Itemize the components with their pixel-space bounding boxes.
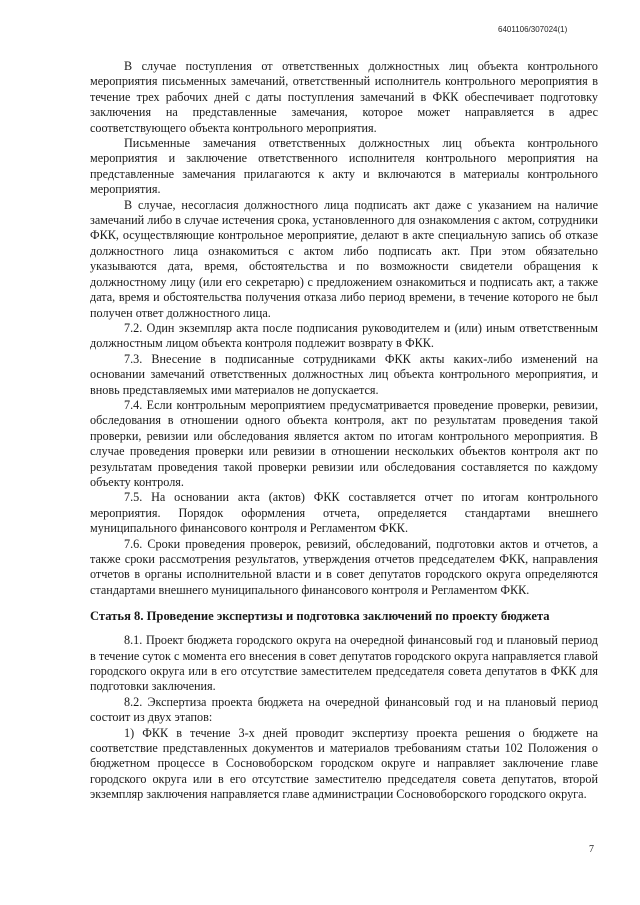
paragraph-8-2-item-1: 1) ФКК в течение 3-х дней проводит экспертизу проекта решения о бюджете на соответствие представленных документов и материалов требованиям статьи 102 Положения о бюджетном процессе в Сосновоборском городском округе и направляет заключение главе городского округа или в его отсутствие заместителю председателя совета депутатов, второй экземпляр заключения направляется главе администрации Сосновоборского городского округа. [90, 725, 598, 802]
paragraph-remarks-attached: Письменные замечания ответственных должностных лиц объекта контрольного мероприятия и заключение ответственного исполнителя контрольного мероприятия на представленные замечания прилагаются к акту и включаются в материалы контрольного мероприятия. [90, 136, 598, 197]
page-number: 7 [589, 844, 594, 855]
paragraph-7-6: 7.6. Сроки проведения проверок, ревизий, обследований, подготовки актов и отчетов, а также сроки рассмотрения результатов, утверждения отчетов председателем ФКК, направления отчетов в органы исполнительной власти и в совет депутатов городского округа определяются стандартами внешнего муниципального финансового контроля и Регламентом ФКК. [90, 536, 598, 597]
section-title-article-8: Статья 8. Проведение экспертизы и подготовка заключений по проекту бюджета [90, 609, 550, 624]
paragraph-8-2: 8.2. Экспертиза проекта бюджета на очередной финансовый год и на плановый период состоит из двух этапов: [90, 694, 598, 725]
document-body [90, 59, 598, 803]
paragraph-remarks-received: В случае поступления от ответственных должностных лиц объекта контрольного мероприятия письменных замечаний, ответственный исполнитель контрольного мероприятия в течение трех рабочих дней с даты поступления замечаний в ФКК обеспечивает подготовку заключения на представленные замечания, которое может направляется в адрес соответствующего объекта контрольного мероприятия. [90, 59, 598, 135]
paragraph-7-2: 7.2. Один экземпляр акта после подписания руководителем и (или) иным ответственным должностным лицом объекта контроля подлежит возврату в ФКК. [90, 320, 598, 351]
paragraph-7-5: 7.5. На основании акта (актов) ФКК составляется отчет по итогам контрольного мероприятия. Порядок оформления отчета, определяется стандартами внешнего муниципального финансового контроля и Регламентом ФКК. [90, 490, 598, 536]
document-id: 6401106/307024(1) [498, 25, 568, 34]
paragraph-7-4: 7.4. Если контрольным мероприятием предусматривается проведение проверки, ревизии, обследования в отношении одного объекта контроля, акт по результатам проведения такой проверки, ревизии или обследования является актом по итогам контрольного мероприятия. В случае проведения проверки или ревизии в отношении нескольких объектов контроля акт по результатам проведения такой проверки ревизии или обследования составляется по каждому объекту контроля. [90, 397, 598, 489]
paragraph-7-3: 7.3. Внесение в подписанные сотрудниками ФКК акты каких-либо изменений на основании замечаний ответственных должностных лиц объекта контрольного мероприятия, и вновь представляемых ими материалов не допускается. [90, 351, 598, 397]
paragraph-refusal-to-sign: В случае, несогласия должностного лица подписать акт даже с указанием на наличие замечаний либо в случае истечения срока, установленного для ознакомления с актом, сотрудники ФКК, осуществляющие контрольное мероприятие, делают в акте специальную запись об отказе должностного лица ознакомиться с актом либо подписать акт. При этом обязательно указываются дата, время, обстоятельства и по возможности свидетели обращения к должностному лицу (или его секретарю) с предложением ознакомиться и подписать акт, а также дата, время и обстоятельства получения отказа либо период времени, в течение которого не был получен ответ должностного лица. [90, 197, 598, 320]
paragraph-8-1: 8.1. Проект бюджета городского округа на очередной финансовый год и плановый период в течение суток с момента его внесения в совет депутатов городского округа направляется главой городского округа или в его отсутствие заместителем председателя совета депутатов в ФКК для подготовки заключения. [90, 633, 598, 694]
